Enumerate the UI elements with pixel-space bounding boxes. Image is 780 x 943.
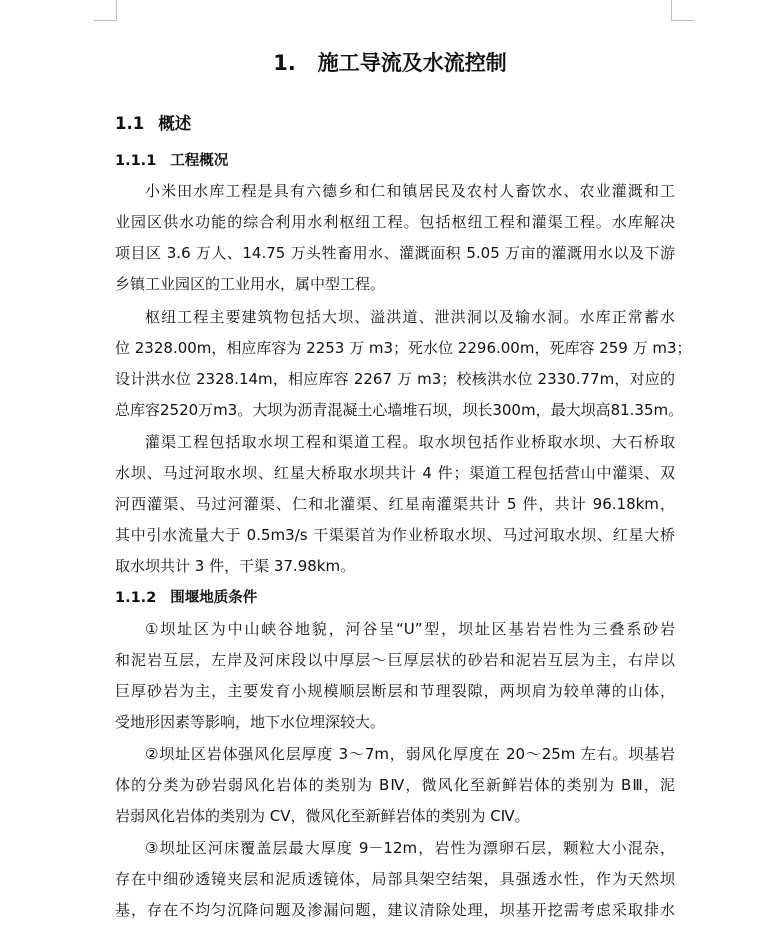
chapter-number: 1. [273,51,296,75]
text-line: ②坝址区岩体强风化层厚度 3～7m，弱风化厚度在 20～25m 左右。坝基岩 [145,745,675,763]
section-number: 1.1 [115,114,145,133]
text-line: 和泥岩互层，左岸及河床段以中厚层～巨厚层状的砂岩和泥岩互层为主，右岸以 [115,651,675,669]
text-line: 巨厚砂岩为主，主要发育小规模顺层断层和节理裂隙，两坝肩为较单薄的山体， [115,682,675,700]
subsection-heading-geology [115,586,257,610]
text-line: 位 2328.00m，相应库容为 2253 万 m3；死水位 2296.00m，死库容 259 万 m3； [115,339,692,357]
text-line: 枢纽工程主要建筑物包括大坝、溢洪道、泄洪洞以及输水洞。水库正常蓄水 [145,308,675,326]
text-line: 基，存在不均匀沉降问题及渗漏问题，建议清除处理，坝基开挖需考虑采取排水 [115,901,675,919]
text-line: 灌渠工程包括取水坝工程和渠道工程。取水坝包括作业桥取水坝、大石桥取 [145,433,675,451]
text-line: 乡镇工业园区的工业用水，属中型工程。 [115,275,386,293]
subsection-heading-overview [115,149,228,173]
text-line: 岩弱风化岩体的类别为 CⅤ，微风化至新鲜岩体的类别为 CⅣ。 [115,807,530,825]
text-line: 业园区供水功能的综合利用水利枢纽工程。包括枢纽工程和灌渠工程。水库解决 [115,213,675,231]
subsection-heading-text: 围堰地质条件 [170,590,258,606]
subsection-number: 1.1.2 [115,590,157,606]
text-line: 其中引水流量大于 0.5m3/s 干渠渠首为作业桥取水坝、马过河取水坝、红星大桥 [115,526,675,544]
text-line: ①坝址区为中山峡谷地貌，河谷呈“U”型，坝址区基岩岩性为三叠系砂岩 [145,620,675,638]
chapter-title [115,46,665,80]
text-line: 受地形因素等影响，地下水位埋深较大。 [115,713,386,731]
text-line: 设计洪水位 2328.14m，相应库容 2267 万 m3；校核洪水位 2330.77m，对应的 [115,370,675,388]
section-heading [115,110,191,138]
text-line: 水坝、马过河取水坝、红星大桥取水坝共计 4 件；渠道工程包括营山中灌渠、双 [115,464,675,482]
chapter-title-text: 施工导流及水流控制 [317,51,507,75]
text-line: 总库容2520万m3。大坝为沥青混凝土心墙堆石坝，坝长300m，最大坝高81.35m。 [115,401,684,419]
page-corner-mark-right [671,0,694,21]
text-line: 项目区 3.6 万人、14.75 万头牲畜用水、灌溉面积 5.05 万亩的灌溉用水以及下游 [115,244,675,262]
page-corner-mark-left [94,0,117,21]
subsection-number: 1.1.1 [115,153,157,169]
subsection-heading-text: 工程概况 [170,153,229,169]
text-line: ③坝址区河床覆盖层最大厚度 9－12m，岩性为漂卵石层，颗粒大小混杂， [145,839,675,857]
text-line: 体的分类为砂岩弱风化岩体的类别为 BⅣ，微风化至新鲜岩体的类别为 BⅢ，泥 [115,776,675,794]
section-heading-text: 概述 [158,114,192,133]
text-line: 河西灌渠、马过河灌渠、仁和北灌渠、红星南灌渠共计 5 件，共计 96.18km， [115,495,675,513]
text-line: 小米田水库工程是具有六德乡和仁和镇居民及农村人畜饮水、农业灌溉和工 [145,182,675,200]
text-line: 取水坝共计 3 件，干渠 37.98km。 [115,557,356,575]
text-line: 存在中细砂透镜夹层和泥质透镜体，局部具架空结架，具强透水性，作为天然坝 [115,870,675,888]
